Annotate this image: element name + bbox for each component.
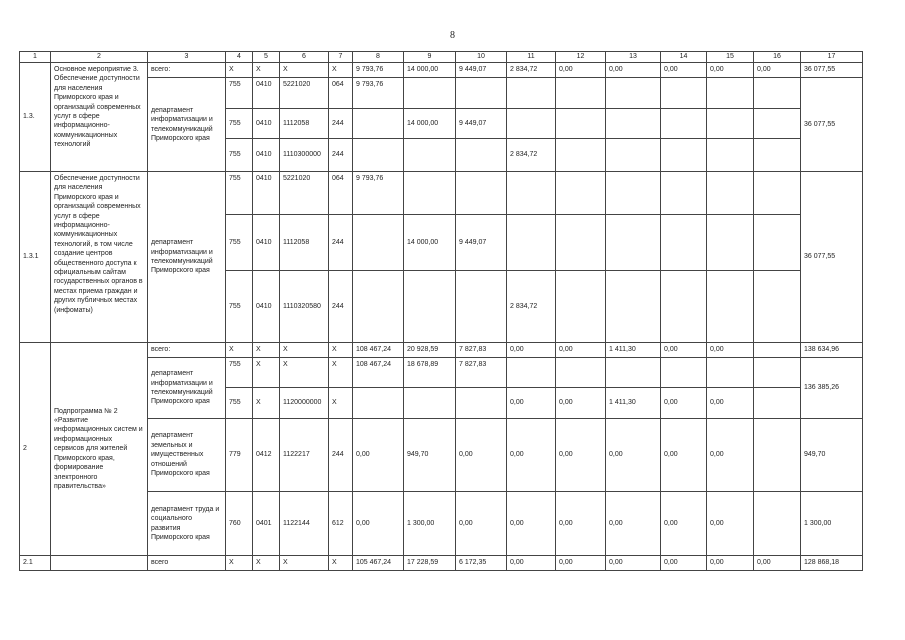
executor: департамент труда и социального развития Приморского края: [148, 492, 226, 556]
table-cell: 0,00: [556, 343, 606, 358]
table-cell: [661, 172, 707, 215]
table-cell: 9 793,76: [353, 172, 404, 215]
table-cell: 2 834,72: [507, 139, 556, 172]
table-cell: 612: [329, 492, 353, 556]
table-cell: [353, 271, 404, 343]
table-cell: 0,00: [353, 419, 404, 492]
header-cell: 1: [20, 52, 51, 63]
table-cell: 0,00: [707, 343, 754, 358]
table-cell: 0,00: [707, 492, 754, 556]
table-cell: [606, 358, 661, 388]
table-cell: [754, 358, 801, 388]
table-cell: [556, 172, 606, 215]
table-cell: 244: [329, 271, 353, 343]
table-cell: 1120000000: [280, 388, 329, 419]
table-cell: 0,00: [556, 419, 606, 492]
table-cell: 0,00: [456, 419, 507, 492]
table-cell: 0,00: [556, 63, 606, 78]
table-cell: 064: [329, 172, 353, 215]
header-cell: 8: [353, 52, 404, 63]
header-cell: 14: [661, 52, 707, 63]
table-cell: X: [253, 358, 280, 388]
table-cell: X: [280, 63, 329, 78]
table-cell: 0401: [253, 492, 280, 556]
table-cell: 36 077,55: [801, 78, 863, 172]
table-cell: [754, 78, 801, 109]
activity-name: Подпрограмма № 2 «Развитие информационных систем и информационных сервисов для жителей Приморского края, формирование электронного правительства»: [51, 343, 148, 556]
executor: департамент земельных и имущественных отношений Приморского края: [148, 419, 226, 492]
table-cell: 0,00: [661, 556, 707, 571]
table-cell: 0,00: [507, 492, 556, 556]
table-cell: 9 449,07: [456, 215, 507, 271]
executor: департамент информатизации и телекоммуникаций Приморского края: [148, 172, 226, 343]
header-cell: 2: [51, 52, 148, 63]
table-cell: [661, 139, 707, 172]
header-cell: 13: [606, 52, 661, 63]
table-cell: 0410: [253, 78, 280, 109]
table-cell: 0,00: [754, 556, 801, 571]
table-cell: 9 793,76: [353, 63, 404, 78]
row-number: 2: [20, 343, 51, 556]
table-cell: 1 411,30: [606, 343, 661, 358]
table-cell: [556, 109, 606, 139]
table-cell: 779: [226, 419, 253, 492]
table-cell: X: [329, 63, 353, 78]
table-cell: 760: [226, 492, 253, 556]
header-cell: 9: [404, 52, 456, 63]
table-cell: 244: [329, 139, 353, 172]
table-cell: 0,00: [661, 63, 707, 78]
table-cell: [507, 172, 556, 215]
table-cell: X: [253, 556, 280, 571]
table-cell: [754, 492, 801, 556]
header-cell: 11: [507, 52, 556, 63]
row-number: 2.1: [20, 556, 51, 571]
table-cell: [353, 139, 404, 172]
table-cell: [404, 172, 456, 215]
table-cell: [353, 215, 404, 271]
table-cell: 0,00: [456, 492, 507, 556]
table-cell: [456, 388, 507, 419]
table-cell: 755: [226, 271, 253, 343]
header-cell: 15: [707, 52, 754, 63]
header-cell: 4: [226, 52, 253, 63]
table-cell: 0412: [253, 419, 280, 492]
table-cell: 755: [226, 139, 253, 172]
table-cell: 0,00: [556, 556, 606, 571]
table-cell: 2 834,72: [507, 271, 556, 343]
table-cell: 0410: [253, 215, 280, 271]
table-cell: [353, 109, 404, 139]
table-cell: 17 228,59: [404, 556, 456, 571]
table-cell: 064: [329, 78, 353, 109]
table-cell: [707, 139, 754, 172]
header-cell: 5: [253, 52, 280, 63]
table-cell: 244: [329, 109, 353, 139]
total-label: всего:: [148, 63, 226, 78]
table-cell: X: [253, 63, 280, 78]
header-cell: 17: [801, 52, 863, 63]
table-cell: X: [329, 388, 353, 419]
table-cell: [661, 271, 707, 343]
table-cell: 1122217: [280, 419, 329, 492]
executor: департамент информатизации и телекоммуникаций Приморского края: [148, 78, 226, 172]
header-cell: 7: [329, 52, 353, 63]
table-cell: [606, 139, 661, 172]
table-cell: X: [329, 358, 353, 388]
table-cell: [353, 388, 404, 419]
table-cell: 755: [226, 215, 253, 271]
table-cell: [754, 172, 801, 215]
table-cell: [507, 109, 556, 139]
table-cell: [707, 78, 754, 109]
activity-name: [51, 556, 148, 571]
header-cell: 16: [754, 52, 801, 63]
header-cell: 12: [556, 52, 606, 63]
activity-name: Основное мероприятие 3. Обеспечение доступности для населения Приморского края и организаций современных услуг в сфере информационно-коммуникационных технологий: [51, 63, 148, 172]
table-cell: [556, 271, 606, 343]
table-cell: [404, 78, 456, 109]
table-row: [20, 556, 863, 571]
table-cell: 36 077,55: [801, 172, 863, 343]
table-cell: 14 000,00: [404, 109, 456, 139]
budget-table: [19, 51, 863, 571]
table-cell: 6 172,35: [456, 556, 507, 571]
table-cell: 1 411,30: [606, 388, 661, 419]
table-cell: [754, 139, 801, 172]
table-cell: 5221020: [280, 172, 329, 215]
table-cell: 0,00: [661, 343, 707, 358]
table-cell: 1110320580: [280, 271, 329, 343]
table-cell: 0,00: [661, 388, 707, 419]
table-cell: [754, 343, 801, 358]
table-cell: [456, 172, 507, 215]
table-cell: 0,00: [661, 492, 707, 556]
table-cell: 20 928,59: [404, 343, 456, 358]
table-cell: 755: [226, 109, 253, 139]
table-cell: [507, 358, 556, 388]
table-cell: [606, 78, 661, 109]
table-cell: [404, 271, 456, 343]
table-cell: 5221020: [280, 78, 329, 109]
row-number: 1.3.: [20, 63, 51, 172]
table-cell: 755: [226, 172, 253, 215]
table-cell: 0,00: [707, 419, 754, 492]
table-cell: 136 385,26: [801, 358, 863, 419]
table-cell: 1 300,00: [801, 492, 863, 556]
table-cell: X: [226, 63, 253, 78]
total-label: всего:: [148, 343, 226, 358]
table-cell: 1 300,00: [404, 492, 456, 556]
table-cell: [754, 419, 801, 492]
header-row: [20, 52, 863, 63]
table-cell: X: [329, 556, 353, 571]
table-cell: 7 827,83: [456, 358, 507, 388]
table-cell: 7 827,83: [456, 343, 507, 358]
total-label: всего: [148, 556, 226, 571]
table-cell: [661, 358, 707, 388]
table-cell: [606, 172, 661, 215]
activity-name: Обеспечение доступности для населения Приморского края и организаций современных услуг в сфере информационно-коммуникационных технологий, в том числе создание центров общественного доступа к официальным сайтам государственных органов в местах приема граждан и других публичных местах (инфоматы): [51, 172, 148, 343]
table-row: [20, 172, 863, 215]
table-cell: 14 000,00: [404, 215, 456, 271]
header-cell: 3: [148, 52, 226, 63]
table-cell: X: [226, 556, 253, 571]
table-cell: 1122144: [280, 492, 329, 556]
table-cell: 0410: [253, 172, 280, 215]
table-cell: [754, 388, 801, 419]
table-cell: [556, 215, 606, 271]
table-cell: 244: [329, 215, 353, 271]
table-cell: [606, 271, 661, 343]
table-cell: [606, 109, 661, 139]
table-cell: [507, 215, 556, 271]
table-cell: [606, 215, 661, 271]
table-cell: [707, 271, 754, 343]
table-cell: [707, 358, 754, 388]
table-cell: [456, 139, 507, 172]
row-number: 1.3.1: [20, 172, 51, 343]
table-cell: 128 868,18: [801, 556, 863, 571]
table-cell: 18 678,89: [404, 358, 456, 388]
page-number: 8: [450, 30, 455, 41]
table-cell: [754, 109, 801, 139]
table-cell: 0,00: [507, 419, 556, 492]
header-cell: 6: [280, 52, 329, 63]
table-cell: 0,00: [707, 63, 754, 78]
table-row: [20, 343, 863, 358]
table-cell: [556, 358, 606, 388]
table-cell: 755: [226, 78, 253, 109]
table-cell: 0410: [253, 139, 280, 172]
table-cell: 105 467,24: [353, 556, 404, 571]
table-cell: 36 077,55: [801, 63, 863, 78]
table-cell: 108 467,24: [353, 343, 404, 358]
table-cell: 755: [226, 388, 253, 419]
table-cell: 0,00: [707, 388, 754, 419]
table-cell: X: [329, 343, 353, 358]
table-cell: 0,00: [353, 492, 404, 556]
table-cell: 0410: [253, 271, 280, 343]
table-cell: X: [253, 343, 280, 358]
table-cell: [507, 78, 556, 109]
table-cell: [707, 215, 754, 271]
table-cell: 138 634,96: [801, 343, 863, 358]
table-cell: 0,00: [507, 556, 556, 571]
table-cell: 0,00: [707, 556, 754, 571]
table-cell: X: [253, 388, 280, 419]
table-cell: [707, 109, 754, 139]
table-cell: 108 467,24: [353, 358, 404, 388]
table-cell: 0,00: [556, 492, 606, 556]
table-cell: 755: [226, 358, 253, 388]
table-cell: [661, 215, 707, 271]
table-cell: 949,70: [404, 419, 456, 492]
table-cell: [661, 78, 707, 109]
table-cell: [556, 139, 606, 172]
table-cell: [707, 172, 754, 215]
table-cell: 0,00: [606, 419, 661, 492]
table-cell: [754, 271, 801, 343]
table-cell: [456, 78, 507, 109]
table-cell: X: [226, 343, 253, 358]
table-row: [20, 63, 863, 78]
table-cell: 0,00: [556, 388, 606, 419]
table-cell: [556, 78, 606, 109]
table-cell: 9 449,07: [456, 63, 507, 78]
table-cell: 1112058: [280, 109, 329, 139]
table-cell: [456, 271, 507, 343]
table-cell: 0,00: [606, 63, 661, 78]
table-cell: 0,00: [606, 556, 661, 571]
table-cell: [754, 215, 801, 271]
table-cell: 9 793,76: [353, 78, 404, 109]
table-cell: 9 449,07: [456, 109, 507, 139]
table-cell: 949,70: [801, 419, 863, 492]
table-cell: 2 834,72: [507, 63, 556, 78]
table-cell: 1110300000: [280, 139, 329, 172]
table-cell: [404, 388, 456, 419]
table-cell: [404, 139, 456, 172]
table-cell: [661, 109, 707, 139]
table-cell: 0,00: [606, 492, 661, 556]
table-cell: X: [280, 343, 329, 358]
table-cell: 0410: [253, 109, 280, 139]
header-cell: 10: [456, 52, 507, 63]
table-cell: 14 000,00: [404, 63, 456, 78]
table-cell: X: [280, 556, 329, 571]
table-cell: 0,00: [754, 63, 801, 78]
table-cell: 0,00: [507, 388, 556, 419]
table-cell: 244: [329, 419, 353, 492]
table-cell: 0,00: [661, 419, 707, 492]
table-cell: 0,00: [507, 343, 556, 358]
executor: департамент информатизации и телекоммуникаций Приморского края: [148, 358, 226, 419]
table-cell: 1112058: [280, 215, 329, 271]
table-cell: X: [280, 358, 329, 388]
